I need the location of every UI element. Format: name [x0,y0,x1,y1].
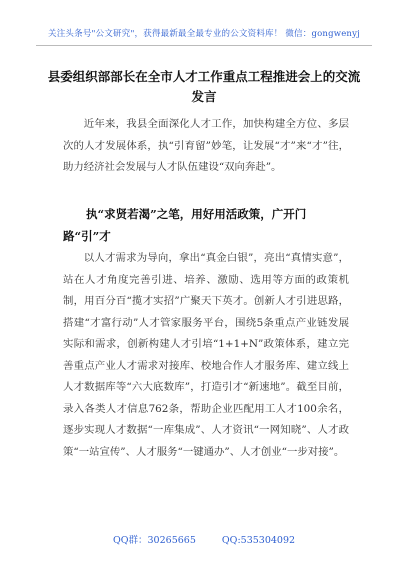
header-divider [36,45,372,46]
header-promo-note: 关注头条号"公文研究"，获得最新最全最专业的公文资料库！ 微信：gongwenyj [48,29,360,39]
body-paragraph: 以人才需求为导向，拿出“真金白银”，亮出“真情实意”，站在人才角度完善引进、培养、激励、选用等方面的政策机制，用百分百“揽才实招”广聚天下英才。创新人才引进思路，搭建“才富行动”人才管家服务平台，围绕5条重点产业链发展实际和需求，创新构建人才引培“1+1+N”政策体系，建立完善重点产业人才需求对接库、校地合作人才服务库、建立线上人才数据库等“六大底数库”，打造引才“新速地”。截至目前，录入各类人才信息762条，帮助企业匹配用工人才100余名，逐步实现人才数据“一库集成”、人才资讯“一网知晓”、人才政策“一站宣传”、人才服务“一键通办”、人才创业“一步对接”。 [63,252,349,458]
title-line-2: 发言 [191,89,217,104]
document-title [38,67,370,107]
section-heading: 执“求贤若渴”之笔，用好用活政策，广开门路“引”才 [63,207,307,243]
footer-contact [0,532,408,546]
title-line-1: 县委组织部部长在全市人才工作重点工程推进会上的交流 [47,69,361,84]
footer-qq-group: QQ群：30265665 [112,535,196,546]
intro-paragraph: 近年来，我县全面深化人才工作，加快构建全方位、多层次的人才发展体系，执“引育留”妙笔，让发展“才”来“才”往，助力经济社会发展与人才队伍建设“双向奔赴”。 [63,118,349,173]
footer-qq: QQ:535304092 [221,535,296,546]
